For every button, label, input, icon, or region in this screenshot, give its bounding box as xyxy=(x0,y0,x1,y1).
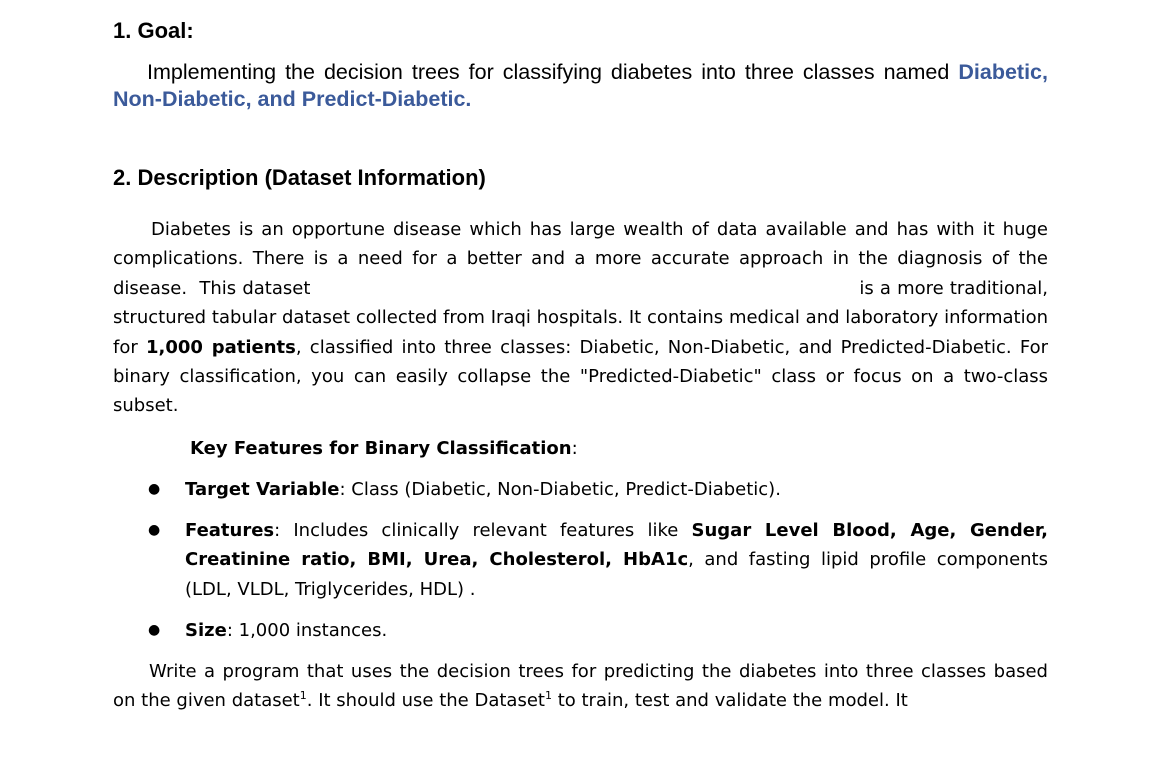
footnote-ref: 1 xyxy=(544,689,552,703)
bullet-text: Target Variable: Class (Diabetic, Non-Diabetic, Predict-Diabetic). xyxy=(185,479,781,500)
description-classes-text: , classified into three classes: Diabetic, Non-Diabetic, and Predicted-Diabetic. For binary classification, you can easily collapse the "Predicted-Diabetic" class or focus on a two-class subset. xyxy=(113,336,1048,417)
task-paragraph: Write a program that uses the decision trees for predicting the diabetes into three classes based on the given dataset$^1$. It should use the Dataset$^1$ to train, test and validate the model. It xyxy=(113,661,1048,712)
description-dataset-text: is a more traditional, structured tabular dataset collected from Iraqi hospitals. It contains medical and laboratory information for xyxy=(113,277,1048,358)
key-features-title: Key Features for Binary Classification: xyxy=(190,438,578,459)
description-intro: Diabetes is an opportune disease which has large wealth of data available and has with it huge complications. There is a need for a better and a more accurate approach in the diagnosis of the disease. xyxy=(113,219,1048,299)
bullet-icon: ● xyxy=(148,622,161,638)
this-dataset-text: This dataset xyxy=(199,277,311,299)
goal-classes: Diabetic, Non-Diabetic, and Predict-Diabetic. xyxy=(113,60,1048,111)
footnote-ref: 1 xyxy=(299,689,307,703)
goal-heading: 1. Goal: xyxy=(113,18,194,43)
patients-count: 1,000 patients xyxy=(145,336,296,358)
goal-text: Implementing the decision trees for classifying diabetes into three classes named xyxy=(147,60,950,84)
description-heading: 2. Description (Dataset Information) xyxy=(113,165,486,190)
goal-paragraph xyxy=(113,59,1048,113)
bullet-icon: ● xyxy=(148,522,161,538)
feature-names: Sugar Level Blood, Age, Gender, Creatinine ratio, BMI, Urea, Cholesterol, HbA1c xyxy=(185,520,1048,571)
description-paragraph xyxy=(113,215,1048,421)
bullet-text: Features: Includes clinically relevant features like Sugar Level Blood, Age, Gender, Creatinine ratio, BMI, Urea, Cholesterol, HbA1c, and fasting lipid profile components (LDL, VLDL, Triglycerides, HDL) . xyxy=(185,520,1048,600)
bullet-icon: ● xyxy=(148,481,161,497)
bullet-text: Size: 1,000 instances. xyxy=(185,620,388,641)
